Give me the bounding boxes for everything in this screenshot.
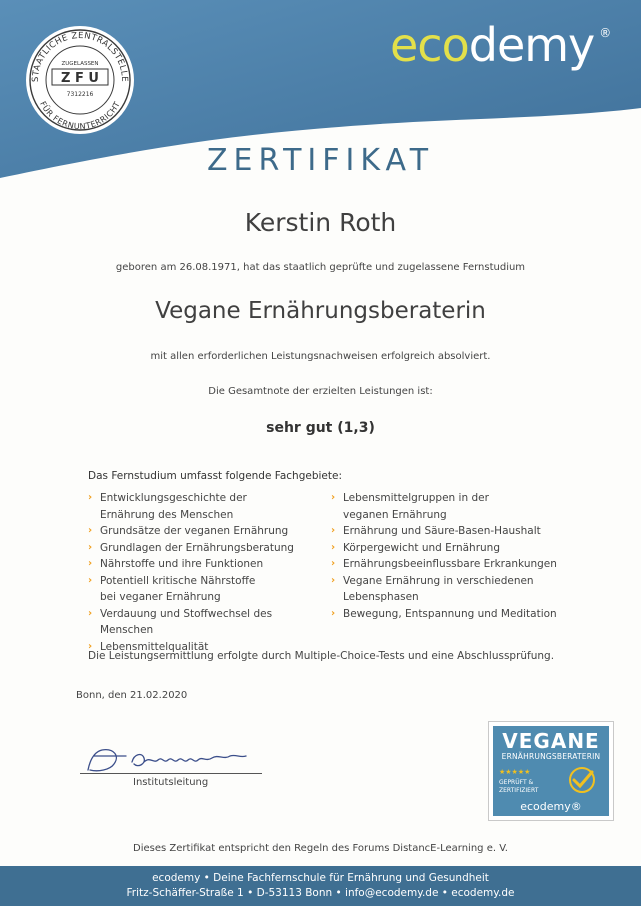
completed-line: mit allen erforderlichen Leistungsnachweisen erfolgreich absolviert. — [150, 351, 491, 362]
subject-item — [331, 507, 621, 524]
badge-panel — [493, 726, 609, 816]
subject-item — [88, 507, 328, 524]
subject-item — [88, 606, 328, 639]
grade-intro: Die Gesamtnote der erzielten Leistungen ist: — [208, 386, 433, 397]
subjects-heading: Das Fernstudium umfasst folgende Fachgebiete: — [88, 470, 342, 482]
subject-text: Potentiell kritische Nährstoffe — [100, 574, 256, 587]
chevron-right-icon: › — [88, 607, 93, 619]
chevron-right-icon: › — [88, 558, 93, 569]
subjects-right-list — [331, 490, 621, 622]
chevron-right-icon: › — [331, 541, 336, 553]
seal-number: 7312216 — [66, 91, 94, 98]
footer-band — [0, 866, 641, 906]
chevron-right-icon: › — [331, 574, 336, 586]
subject-text: Bewegung, Entspannung und Meditation — [343, 607, 557, 620]
subject-item — [331, 573, 621, 590]
subject-text: Ernährung und Säure-Basen-Haushalt — [343, 525, 541, 537]
seal-top-text: STAATLICHE ZENTRALSTELLE — [30, 30, 130, 83]
recipient-name: Kerstin Roth — [244, 208, 397, 237]
subject-text: Grundlagen der Ernährungsberatung — [100, 541, 294, 554]
subject-item — [88, 573, 328, 590]
subject-item — [331, 556, 621, 573]
checkmark-icon — [565, 766, 599, 794]
badge-sub-text: ERNÄHRUNGSBERATERIN — [501, 752, 601, 761]
subject-text: Körpergewicht und Ernährung — [343, 541, 500, 554]
footer-line-1: ecodemy • Deine Fachfernschule für Ernährung und Gesundheit — [152, 872, 489, 884]
footnote: Dieses Zertifikat entspricht den Regeln des Forums DistancE-Learning e. V. — [133, 843, 508, 854]
subject-item — [88, 540, 328, 557]
chevron-right-icon: › — [88, 525, 93, 536]
subject-text: Grundsätze der veganen Ernährung — [100, 525, 289, 537]
chevron-right-icon: › — [88, 640, 93, 652]
chevron-right-icon: › — [331, 525, 336, 536]
subject-text: Lebensphasen — [343, 591, 419, 603]
subject-item — [331, 490, 621, 507]
subject-text: Lebensmittelgruppen in der — [343, 492, 489, 504]
logo-demy: demy — [468, 18, 595, 72]
subjects-left-list — [88, 490, 328, 655]
signature-line — [80, 773, 262, 774]
subject-text: bei veganer Ernährung — [100, 591, 221, 603]
subject-text: Ernährungsbeeinflussbare Erkrankungen — [343, 558, 557, 570]
subject-text: Lebensmittelqualität — [100, 640, 209, 653]
badge-stars: ★★★★★ — [499, 768, 531, 776]
certificate-title: ZERTIFIKAT — [206, 143, 435, 178]
logo-eco: eco — [390, 18, 469, 72]
seal-approved: ZUGELASSEN — [61, 61, 99, 67]
subject-text: veganen Ernährung — [343, 508, 447, 521]
zfu-seal-icon — [25, 25, 135, 135]
course-title: Vegane Ernährungsberaterin — [155, 298, 486, 324]
badge-logo: ecodemy® — [520, 800, 582, 813]
grade: sehr gut (1,3) — [266, 420, 375, 436]
subject-text: Entwicklungsgeschichte der — [100, 492, 247, 504]
subject-item — [88, 589, 328, 606]
signature-role: Institutsleitung — [133, 777, 209, 788]
subject-text: Ernährung des Menschen — [100, 508, 234, 521]
subject-item — [88, 490, 328, 507]
badge-note: GEPRÜFT & ZERTIFIZIERT — [499, 779, 539, 794]
subject-item — [331, 523, 621, 540]
chevron-right-icon: › — [331, 558, 336, 569]
ecodemy-logo — [390, 18, 611, 72]
vegane-badge — [488, 721, 614, 821]
place-date: Bonn, den 21.02.2020 — [76, 690, 188, 701]
chevron-right-icon: › — [88, 574, 93, 586]
chevron-right-icon: › — [331, 607, 336, 619]
assessment-line: Die Leistungsermittlung erfolgte durch Multiple-Choice-Tests und eine Abschlussprüfung. — [88, 650, 555, 662]
logo-registered: ® — [599, 26, 611, 40]
subject-item — [331, 540, 621, 557]
subject-item — [331, 606, 621, 623]
subject-item — [88, 523, 328, 540]
subject-item — [88, 556, 328, 573]
born-line: geboren am 26.08.1971, hat das staatlich geprüfte und zugelassene Fernstudium — [115, 262, 526, 273]
badge-main-text: VEGANE — [502, 729, 600, 753]
subject-text: Vegane Ernährung in verschiedenen — [343, 574, 534, 587]
seal-bottom-text: FÜR FERNUNTERRICHT — [38, 99, 122, 132]
subject-text: Nährstoffe und ihre Funktionen — [100, 558, 264, 570]
chevron-right-icon: › — [88, 541, 93, 553]
subject-text: Verdauung und Stoffwechsel des Menschen — [100, 607, 273, 636]
chevron-right-icon: › — [331, 492, 336, 503]
chevron-right-icon: › — [88, 492, 93, 503]
seal-letters: Z F U — [61, 71, 99, 86]
subject-item — [331, 589, 621, 606]
footer-line-2: Fritz-Schäffer-Straße 1 • D-53113 Bonn • info@ecodemy.de • ecodemy.de — [126, 887, 515, 899]
